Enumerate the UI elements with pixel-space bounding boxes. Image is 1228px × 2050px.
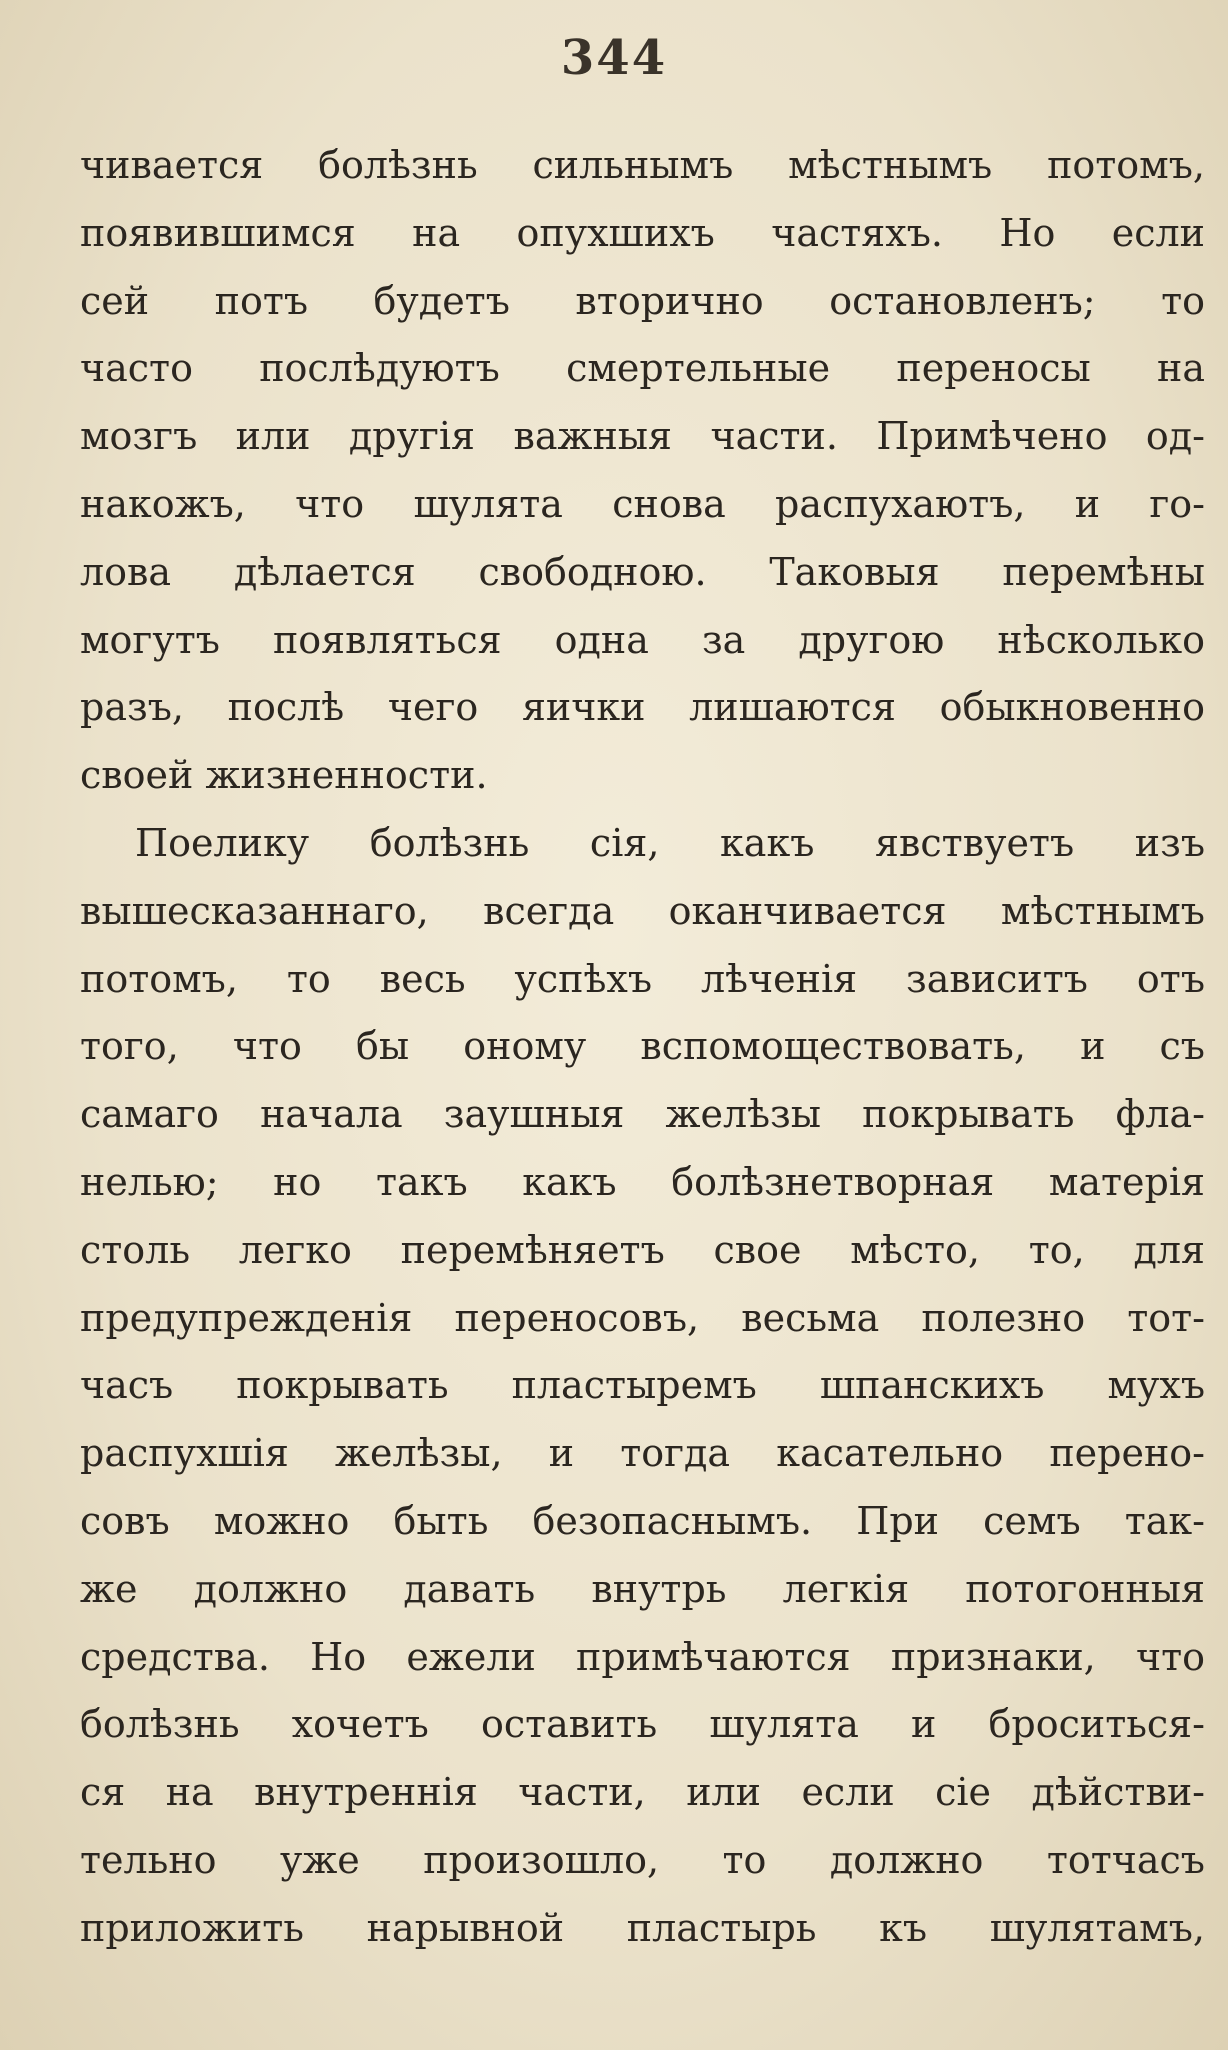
- text-line: тельно уже произошло, то должно тотчасъ: [80, 1837, 1205, 1882]
- text-line: распухшія желѣзы, и тогда касательно перено-: [80, 1431, 1205, 1476]
- text-line: того, что бы оному вспомоществовать, и съ: [80, 1024, 1205, 1069]
- text-line: совъ можно быть безопаснымъ. При семъ так-: [80, 1498, 1205, 1543]
- text-line: часто послѣдуютъ смертельные переносы на: [80, 346, 1205, 391]
- body-text: [80, 132, 1205, 1963]
- paragraph-last-line: своей жизненности.: [80, 753, 488, 798]
- text-line: столь легко перемѣняетъ свое мѣсто, то, для: [80, 1227, 1205, 1272]
- page-number: 344: [560, 30, 668, 86]
- text-line: средства. Но ежели примѣчаются признаки, что: [80, 1634, 1205, 1679]
- text-line: вышесказаннаго, всегда оканчивается мѣстнымъ: [80, 888, 1205, 933]
- text-line: самаго начала заушныя желѣзы покрывать фла-: [80, 1092, 1205, 1137]
- text-line: нелью; но такъ какъ болѣзнетворная матерія: [80, 1159, 1205, 1204]
- text-line: же должно давать внутрь легкія потогонныя: [80, 1566, 1205, 1611]
- text-line: разъ, послѣ чего яички лишаются обыкновенно: [80, 685, 1205, 730]
- text-line: чивается болѣзнь сильнымъ мѣстнымъ потомъ,: [80, 143, 1205, 187]
- paragraph-first-line: Поелику болѣзнь сія, какъ явствуетъ изъ: [135, 820, 1205, 865]
- text-line: приложить нарывной пластырь къ шулятамъ,: [80, 1905, 1205, 1950]
- text-line: лова дѣлается свободною. Таковыя перемѣны: [80, 549, 1205, 594]
- text-line: сей потъ будетъ вторично остановленъ; то: [80, 278, 1205, 323]
- text-line: предупрежденія переносовъ, весьма полезно тот-: [80, 1295, 1205, 1340]
- text-line: потомъ, то весь успѣхъ лѣченія зависитъ отъ: [80, 956, 1205, 1001]
- text-line: мозгъ или другія важныя части. Примѣчено од-: [80, 414, 1205, 459]
- text-line: накожъ, что шулята снова распухаютъ, и го-: [80, 481, 1205, 526]
- text-line: появившимся на опухшихъ частяхъ. Но если: [80, 210, 1205, 255]
- text-line: болѣзнь хочетъ оставить шулята и броситься-: [80, 1702, 1205, 1747]
- text-line: могутъ появляться одна за другою нѣсколько: [80, 617, 1205, 662]
- text-line: часъ покрывать пластыремъ шпанскихъ мухъ: [80, 1363, 1205, 1408]
- text-line: ся на внутреннія части, или если сіе дѣйстви-: [80, 1770, 1205, 1815]
